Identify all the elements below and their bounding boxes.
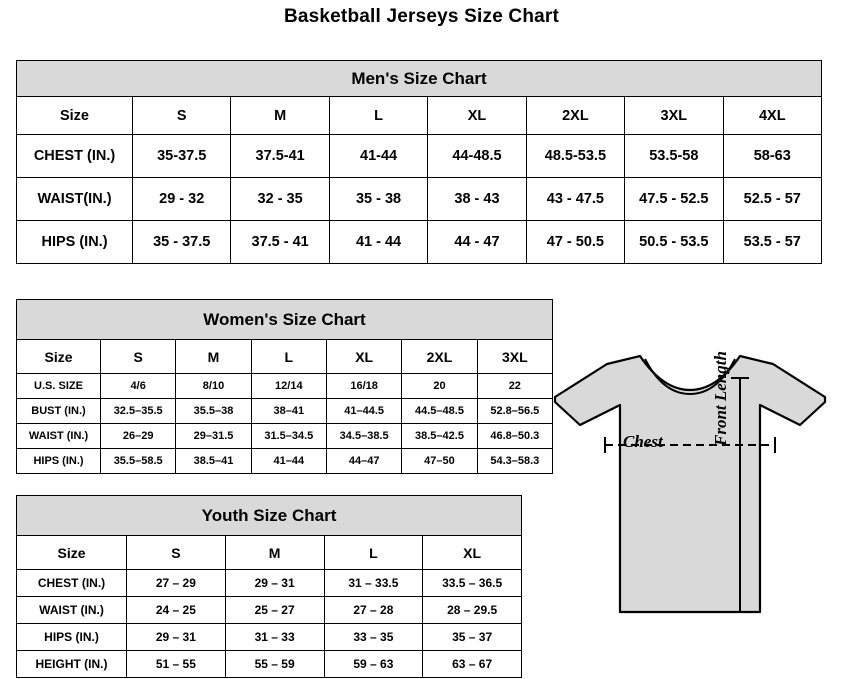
col-header-m: M bbox=[231, 97, 329, 135]
womens-size-chart bbox=[16, 299, 553, 474]
cell: 22 bbox=[477, 374, 552, 399]
mens-size-table bbox=[16, 60, 822, 264]
cell: 47.5 - 52.5 bbox=[625, 178, 723, 221]
front-length-measure-label: Front Length bbox=[711, 351, 730, 446]
table-band-row bbox=[17, 496, 522, 536]
cell: 27 – 29 bbox=[127, 570, 226, 597]
cell: 41 - 44 bbox=[329, 221, 427, 264]
col-header-l: L bbox=[329, 97, 427, 135]
mens-band-title: Men's Size Chart bbox=[17, 61, 822, 97]
cell: 32 - 35 bbox=[231, 178, 329, 221]
cell: 34.5–38.5 bbox=[326, 424, 401, 449]
table-row bbox=[17, 221, 822, 264]
cell: 35-37.5 bbox=[133, 135, 231, 178]
cell: 32.5–35.5 bbox=[101, 399, 176, 424]
womens-band-title: Women's Size Chart bbox=[17, 300, 553, 340]
youth-size-table bbox=[16, 495, 522, 678]
cell: 27 – 28 bbox=[324, 597, 423, 624]
table-header-row bbox=[17, 536, 522, 570]
table-header-row bbox=[17, 340, 553, 374]
youth-size-chart bbox=[16, 495, 522, 678]
cell: 38–41 bbox=[251, 399, 326, 424]
table-row bbox=[17, 570, 522, 597]
cell: 29–31.5 bbox=[176, 424, 251, 449]
row-label-waist: WAIST (IN.) bbox=[17, 597, 127, 624]
table-row bbox=[17, 399, 553, 424]
cell: 35 – 37 bbox=[423, 624, 522, 651]
cell: 28 – 29.5 bbox=[423, 597, 522, 624]
cell: 52.8–56.5 bbox=[477, 399, 552, 424]
cell: 55 – 59 bbox=[225, 651, 324, 678]
col-header-size: Size bbox=[17, 97, 133, 135]
row-label-hips: HIPS (IN.) bbox=[17, 624, 127, 651]
col-header-2xl: 2XL bbox=[526, 97, 624, 135]
col-header-xl: XL bbox=[428, 97, 526, 135]
table-row bbox=[17, 449, 553, 474]
cell: 31.5–34.5 bbox=[251, 424, 326, 449]
cell: 29 – 31 bbox=[225, 570, 324, 597]
womens-size-table bbox=[16, 299, 553, 474]
col-header-s: S bbox=[101, 340, 176, 374]
row-label-height: HEIGHT (IN.) bbox=[17, 651, 127, 678]
table-band-row bbox=[17, 300, 553, 340]
table-row bbox=[17, 135, 822, 178]
mens-size-chart bbox=[16, 60, 822, 264]
row-label-chest: CHEST (IN.) bbox=[17, 135, 133, 178]
table-row bbox=[17, 624, 522, 651]
table-row bbox=[17, 424, 553, 449]
cell: 16/18 bbox=[326, 374, 401, 399]
cell: 51 – 55 bbox=[127, 651, 226, 678]
cell: 33 – 35 bbox=[324, 624, 423, 651]
col-header-l: L bbox=[251, 340, 326, 374]
col-header-size: Size bbox=[17, 536, 127, 570]
cell: 20 bbox=[402, 374, 477, 399]
row-label-waist: WAIST(IN.) bbox=[17, 178, 133, 221]
cell: 54.3–58.3 bbox=[477, 449, 552, 474]
cell: 29 - 32 bbox=[133, 178, 231, 221]
col-header-2xl: 2XL bbox=[402, 340, 477, 374]
row-label-hips: HIPS (IN.) bbox=[17, 221, 133, 264]
row-label-us-size: U.S. SIZE bbox=[17, 374, 101, 399]
cell: 35 - 38 bbox=[329, 178, 427, 221]
cell: 4/6 bbox=[101, 374, 176, 399]
col-header-xl: XL bbox=[326, 340, 401, 374]
table-band-row bbox=[17, 61, 822, 97]
cell: 37.5 - 41 bbox=[231, 221, 329, 264]
cell: 35.5–38 bbox=[176, 399, 251, 424]
cell: 43 - 47.5 bbox=[526, 178, 624, 221]
col-header-m: M bbox=[176, 340, 251, 374]
youth-band-title: Youth Size Chart bbox=[17, 496, 522, 536]
col-header-m: M bbox=[225, 536, 324, 570]
col-header-l: L bbox=[324, 536, 423, 570]
cell: 53.5-58 bbox=[625, 135, 723, 178]
col-header-size: Size bbox=[17, 340, 101, 374]
cell: 46.8–50.3 bbox=[477, 424, 552, 449]
col-header-xl: XL bbox=[423, 536, 522, 570]
cell: 37.5-41 bbox=[231, 135, 329, 178]
cell: 31 – 33.5 bbox=[324, 570, 423, 597]
cell: 35 - 37.5 bbox=[133, 221, 231, 264]
cell: 35.5–58.5 bbox=[101, 449, 176, 474]
cell: 59 – 63 bbox=[324, 651, 423, 678]
cell: 33.5 – 36.5 bbox=[423, 570, 522, 597]
cell: 44 - 47 bbox=[428, 221, 526, 264]
cell: 12/14 bbox=[251, 374, 326, 399]
row-label-waist: WAIST (IN.) bbox=[17, 424, 101, 449]
jersey-shirt-icon bbox=[545, 350, 835, 670]
jersey-measurement-diagram bbox=[545, 350, 835, 670]
col-header-s: S bbox=[133, 97, 231, 135]
cell: 38 - 43 bbox=[428, 178, 526, 221]
table-row bbox=[17, 178, 822, 221]
col-header-3xl: 3XL bbox=[477, 340, 552, 374]
cell: 25 – 27 bbox=[225, 597, 324, 624]
page-title: Basketball Jerseys Size Chart bbox=[283, 6, 560, 27]
cell: 50.5 - 53.5 bbox=[625, 221, 723, 264]
col-header-3xl: 3XL bbox=[625, 97, 723, 135]
cell: 38.5–42.5 bbox=[402, 424, 477, 449]
row-label-hips: HIPS (IN.) bbox=[17, 449, 101, 474]
cell: 47 - 50.5 bbox=[526, 221, 624, 264]
row-label-bust: BUST (IN.) bbox=[17, 399, 101, 424]
cell: 53.5 - 57 bbox=[723, 221, 821, 264]
cell: 44-48.5 bbox=[428, 135, 526, 178]
col-header-4xl: 4XL bbox=[723, 97, 821, 135]
cell: 44.5–48.5 bbox=[402, 399, 477, 424]
row-label-chest: CHEST (IN.) bbox=[17, 570, 127, 597]
table-row bbox=[17, 651, 522, 678]
table-header-row bbox=[17, 97, 822, 135]
cell: 52.5 - 57 bbox=[723, 178, 821, 221]
table-row bbox=[17, 597, 522, 624]
cell: 29 – 31 bbox=[127, 624, 226, 651]
cell: 41–44 bbox=[251, 449, 326, 474]
cell: 26–29 bbox=[101, 424, 176, 449]
cell: 48.5-53.5 bbox=[526, 135, 624, 178]
cell: 41–44.5 bbox=[326, 399, 401, 424]
cell: 63 – 67 bbox=[423, 651, 522, 678]
cell: 58-63 bbox=[723, 135, 821, 178]
table-row bbox=[17, 374, 553, 399]
cell: 8/10 bbox=[176, 374, 251, 399]
cell: 41-44 bbox=[329, 135, 427, 178]
cell: 44–47 bbox=[326, 449, 401, 474]
chest-measure-label: Chest bbox=[623, 432, 663, 451]
cell: 24 – 25 bbox=[127, 597, 226, 624]
cell: 47–50 bbox=[402, 449, 477, 474]
cell: 31 – 33 bbox=[225, 624, 324, 651]
col-header-s: S bbox=[127, 536, 226, 570]
cell: 38.5–41 bbox=[176, 449, 251, 474]
